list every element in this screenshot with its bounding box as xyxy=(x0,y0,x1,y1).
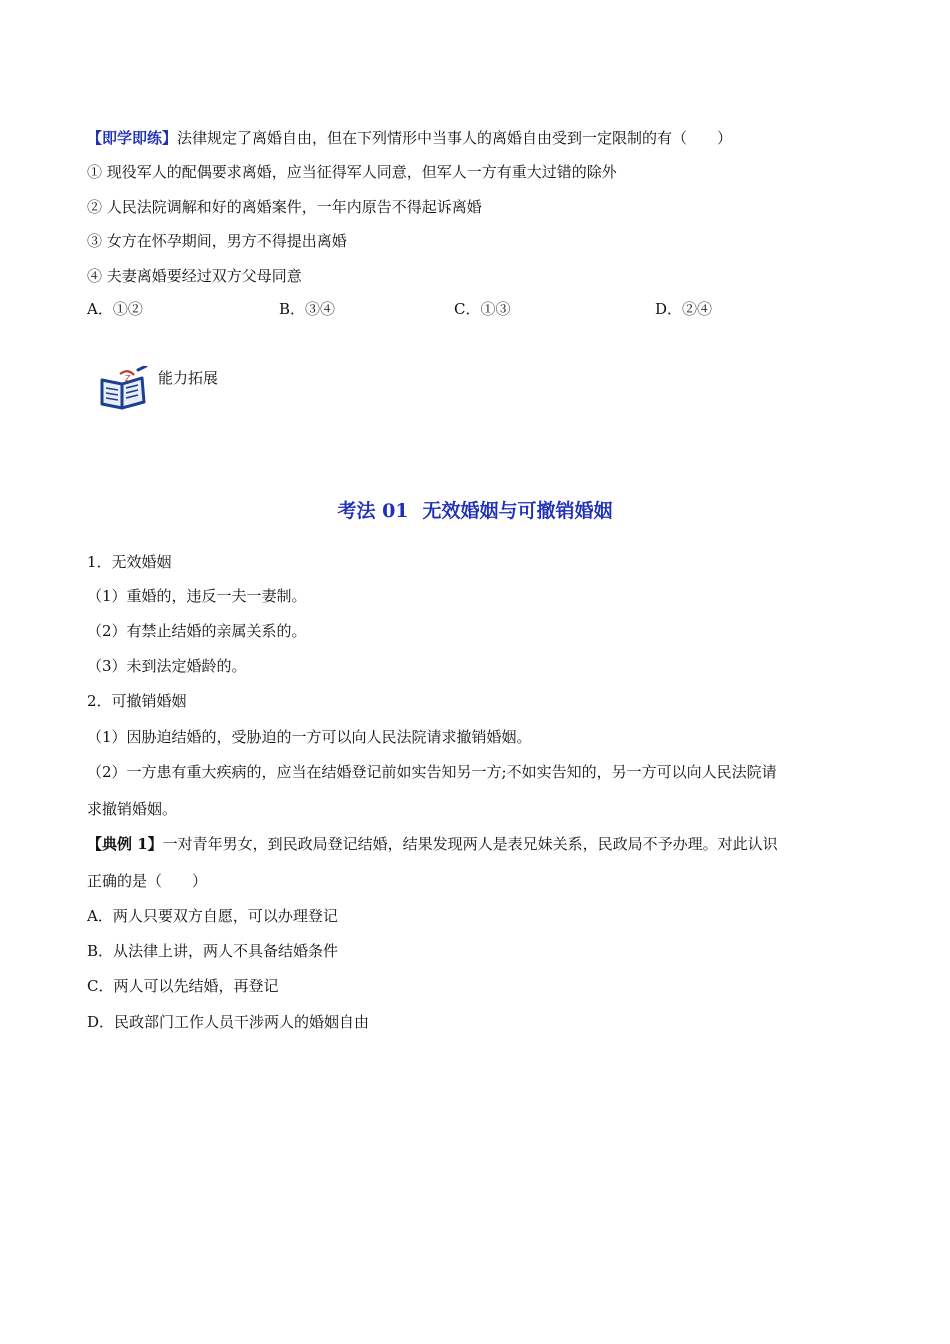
section-heading xyxy=(0,498,950,524)
practice-option-c[interactable]: C．①③ xyxy=(454,300,511,318)
example-option-b[interactable]: B．从法律上讲，两人不具备结婚条件 xyxy=(87,942,339,960)
practice-options xyxy=(87,299,787,321)
example-option-d[interactable]: D．民政部门工作人员干涉两人的婚姻自由 xyxy=(87,1013,370,1031)
practice-option-a[interactable]: A．①② xyxy=(87,300,143,318)
heading-revocable-marriage: 2．可撤销婚姻 xyxy=(87,692,187,710)
practice-item-3: ③ 女方在怀孕期间，男方不得提出离婚 xyxy=(87,232,347,250)
open-book-icon xyxy=(98,366,150,412)
example-option-c[interactable]: C．两人可以先结婚，再登记 xyxy=(87,977,279,995)
revocable-item-1: （1）因胁迫结婚的，受胁迫的一方可以向人民法院请求撤销婚姻。 xyxy=(87,728,532,746)
practice-tag: 【即学即练】 xyxy=(87,129,178,147)
example-question-text: 一对青年男女，到民政局登记结婚，结果发现两人是表兄妹关系，民政局不予办理。对此认识 xyxy=(162,835,778,853)
practice-option-b[interactable]: B．③④ xyxy=(279,300,336,318)
revocable-item-2-line-1: （2）一方患有重大疾病的，应当在结婚登记前如实告知另一方;不如实告知的，另一方可以向人民法院请 xyxy=(87,763,777,781)
practice-item-1: ① 现役军人的配偶要求离婚，应当征得军人同意，但军人一方有重大过错的除外 xyxy=(87,163,617,181)
invalid-item-3: （3）未到法定婚龄的。 xyxy=(87,657,247,675)
practice-option-d[interactable]: D．②④ xyxy=(655,300,713,318)
practice-item-4: ④ 夫妻离婚要经过双方父母同意 xyxy=(87,267,302,285)
banner-label: 能力拓展 xyxy=(158,369,219,387)
invalid-item-1: （1）重婚的，违反一夫一妻制。 xyxy=(87,587,307,605)
practice-question xyxy=(87,128,732,148)
section-number: 考法 01 xyxy=(337,500,409,522)
invalid-item-2: （2）有禁止结婚的亲属关系的。 xyxy=(87,622,307,640)
svg-text:Z: Z xyxy=(125,374,131,383)
example-question xyxy=(87,834,778,854)
example-tag: 【典例 1】 xyxy=(87,835,163,853)
example-question-line-2: 正确的是（ ） xyxy=(87,872,208,890)
practice-item-2: ② 人民法院调解和好的离婚案件，一年内原告不得起诉离婚 xyxy=(87,198,482,216)
ability-banner xyxy=(98,366,238,416)
example-option-a[interactable]: A．两人只要双方自愿，可以办理登记 xyxy=(87,907,338,925)
section-title: 无效婚姻与可撤销婚姻 xyxy=(422,500,613,522)
revocable-item-2-line-2: 求撤销婚姻。 xyxy=(87,800,178,818)
practice-question-text: 法律规定了离婚自由，但在下列情形中当事人的离婚自由受到一定限制的有（ ） xyxy=(177,129,733,147)
heading-invalid-marriage: 1．无效婚姻 xyxy=(87,553,172,571)
